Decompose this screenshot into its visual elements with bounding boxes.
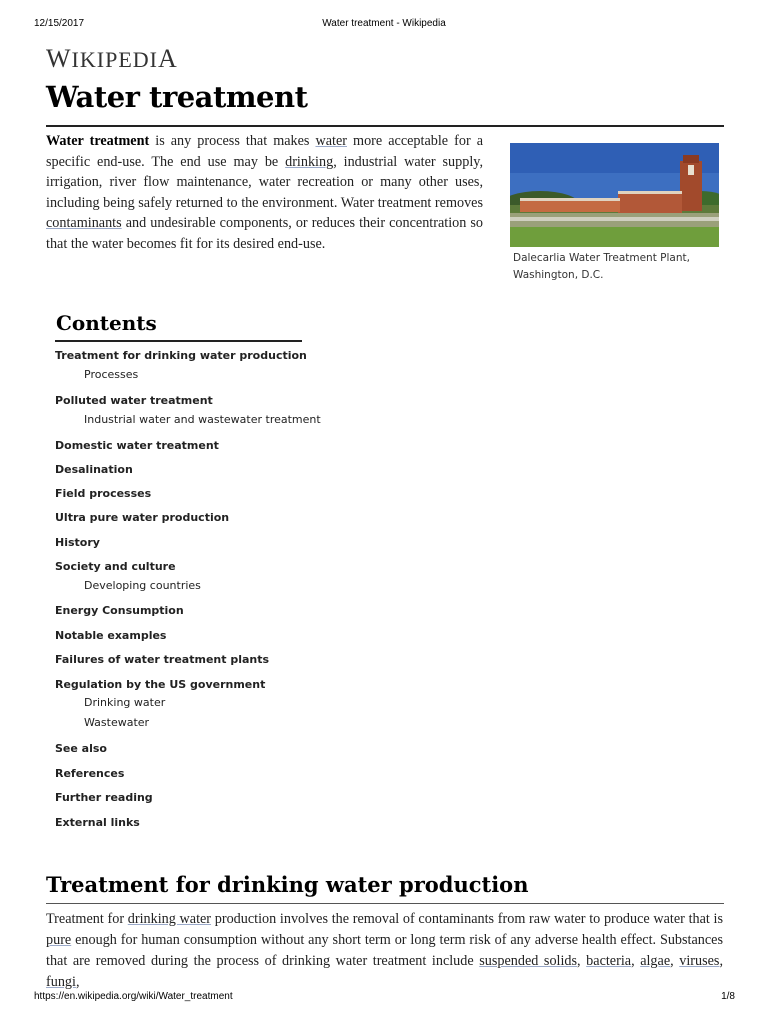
- toc-entry[interactable]: Further reading: [55, 791, 153, 804]
- toc-entry[interactable]: Society and culture: [55, 560, 176, 573]
- toc-entry[interactable]: External links: [55, 816, 140, 829]
- toc-entry[interactable]: Notable examples: [55, 629, 167, 642]
- toc-subentry[interactable]: Wastewater: [84, 716, 150, 729]
- link-water[interactable]: water: [315, 133, 347, 149]
- intro-text: more acceptable for a specific end-use. The end use may be: [46, 133, 484, 170]
- section-text: enough for human consumption without any short term or long term risk of any adverse health effect. Substances that are removed during the process of drinking water treatment include: [46, 932, 723, 969]
- print-url: https://en.wikipedia.org/wiki/Water_treatment: [34, 991, 233, 1002]
- toc-entry[interactable]: Field processes: [55, 487, 152, 500]
- section-underline: [46, 903, 724, 904]
- print-page-title: Water treatment - Wikipedia: [322, 18, 446, 29]
- logo-middle: IKIPEDI: [71, 47, 158, 72]
- toc-entry[interactable]: References: [55, 767, 125, 780]
- toc-underline: [55, 340, 302, 342]
- section-text: ,: [670, 953, 680, 969]
- link-algae[interactable]: algae: [640, 953, 671, 969]
- print-header: [0, 18, 768, 32]
- toc-entry[interactable]: Failures of water treatment plants: [55, 653, 270, 666]
- link-contaminants[interactable]: contaminants: [46, 215, 122, 231]
- toc-entry[interactable]: Polluted water treatment: [55, 394, 213, 407]
- page-title: Water treatment: [46, 80, 308, 114]
- section-text: ,: [631, 953, 641, 969]
- section-text: ,: [577, 953, 587, 969]
- toc-entry[interactable]: Treatment for drinking water production: [55, 349, 307, 362]
- toc-subentry[interactable]: Drinking water: [84, 696, 166, 709]
- page-number: 1/8: [721, 991, 735, 1002]
- image-caption: Dalecarlia Water Treatment Plant, Washington, D.C.: [513, 252, 690, 281]
- link-viruses[interactable]: viruses: [679, 953, 720, 969]
- logo-initial: W: [46, 44, 72, 73]
- toc-title: Contents: [56, 311, 157, 335]
- link-pure[interactable]: pure: [46, 932, 72, 948]
- link-drinking-water[interactable]: drinking water: [127, 911, 212, 927]
- logo-final: A: [157, 44, 178, 73]
- print-footer: [0, 991, 768, 1005]
- toc-entry[interactable]: Regulation by the US government: [55, 678, 266, 691]
- link-fungi[interactable]: fungi: [46, 974, 76, 990]
- intro-text: , industrial water supply, irrigation, river flow maintenance, water recreation or many other uses, including being safely returned to the environment. Water treatment removes: [46, 153, 483, 211]
- infobox-image[interactable]: [510, 143, 719, 247]
- toc-entry[interactable]: Energy Consumption: [55, 604, 184, 617]
- wikipedia-logo[interactable]: [46, 44, 178, 74]
- toc-entry[interactable]: Domestic water treatment: [55, 439, 219, 452]
- title-underline: [46, 125, 724, 127]
- toc-subentry[interactable]: Developing countries: [84, 579, 201, 592]
- toc-entry[interactable]: Ultra pure water production: [55, 511, 230, 524]
- section-text: ,: [75, 974, 80, 990]
- link-bacteria[interactable]: bacteria: [586, 953, 632, 969]
- intro-paragraph: [46, 131, 483, 254]
- section-paragraph: [46, 909, 723, 993]
- section-text: production involves the removal of contaminants from raw water to produce water that is: [211, 911, 724, 927]
- intro-text: is any process that makes: [149, 133, 316, 149]
- section-text: Treatment for: [46, 911, 128, 927]
- toc-entry[interactable]: See also: [55, 742, 107, 755]
- intro-text: and undesirable components, or reduces their concentration so that the water becomes fit for its desired end-use.: [46, 215, 483, 252]
- toc-entry[interactable]: History: [55, 536, 100, 549]
- section-heading: Treatment for drinking water production: [46, 872, 529, 897]
- link-suspended-solids[interactable]: suspended solids: [479, 953, 578, 969]
- toc-subentry[interactable]: Industrial water and wastewater treatment: [84, 413, 321, 426]
- link-drinking[interactable]: drinking: [285, 153, 334, 170]
- intro-bold-term: Water treatment: [46, 133, 150, 149]
- treatment-plant-photo: [510, 143, 719, 247]
- toc-entry[interactable]: Desalination: [55, 463, 133, 476]
- toc-subentry[interactable]: Processes: [84, 368, 139, 381]
- section-text: ,: [719, 953, 723, 969]
- print-date: 12/15/2017: [34, 18, 85, 29]
